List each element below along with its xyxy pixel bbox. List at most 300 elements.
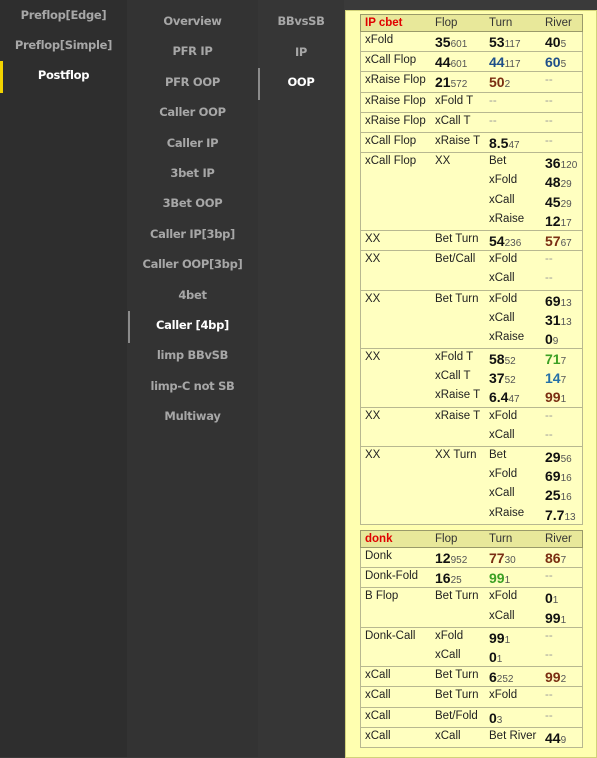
row-line <box>361 468 582 487</box>
nav-item[interactable]: Preflop[Edge] <box>20 8 107 22</box>
stat-value <box>545 468 572 484</box>
stat-value <box>545 449 572 465</box>
stat-value <box>545 410 553 422</box>
stat-value <box>489 570 510 586</box>
donk-table <box>360 530 583 748</box>
row-label: xFold <box>489 253 518 266</box>
sample-size: 1 <box>504 575 511 587</box>
nav-item[interactable]: 3bet IP <box>170 166 215 180</box>
column-header: Flop <box>435 533 458 545</box>
stat-value <box>545 689 553 701</box>
sample-size: 2 <box>560 674 567 686</box>
sample-size: 52 <box>504 375 516 387</box>
stat-percent: 29 <box>545 449 561 466</box>
empty-value: -- <box>545 428 553 441</box>
row-label: xCall Flop <box>365 54 417 67</box>
row-label: xRaise <box>489 212 525 225</box>
stat-value <box>545 730 566 746</box>
row-line <box>361 331 582 350</box>
stat-percent: 6.4 <box>489 389 509 406</box>
column-header: Turn <box>489 533 513 545</box>
row-label: XX <box>365 351 381 364</box>
row-line <box>361 253 582 272</box>
stat-percent: 77 <box>489 550 505 566</box>
row-label: xRaise Flop <box>365 94 426 107</box>
row-line <box>361 54 582 73</box>
sample-size: 1 <box>560 614 567 626</box>
empty-value: -- <box>545 709 553 722</box>
sample-size: 7 <box>560 375 567 387</box>
row-line <box>361 590 582 609</box>
sample-size: 9 <box>552 335 559 347</box>
stat-percent: 69 <box>545 292 561 309</box>
sample-size: 120 <box>560 160 578 172</box>
sample-size: 29 <box>560 198 572 210</box>
stat-percent: 86 <box>545 550 561 566</box>
row-label: Bet <box>489 155 507 168</box>
row-label: XX <box>365 232 381 245</box>
stat-value <box>545 669 566 685</box>
stat-value <box>435 550 467 566</box>
nav-item[interactable]: limp BBvSB <box>156 348 229 363</box>
stat-value <box>435 570 462 586</box>
stat-value <box>489 74 510 90</box>
stat-value <box>435 74 467 90</box>
stat-value <box>489 233 521 249</box>
row-line <box>361 370 582 389</box>
sample-size: 7 <box>560 356 567 368</box>
table-row <box>360 588 583 627</box>
row-label: xRaise Flop <box>365 114 426 127</box>
stat-percent: 99 <box>545 609 561 626</box>
stat-percent: 0 <box>545 590 553 607</box>
row-label: xCall <box>365 689 391 702</box>
sample-size: 1 <box>552 595 559 607</box>
sample-size: 5 <box>560 39 567 50</box>
stat-value <box>489 389 520 405</box>
table-row <box>360 291 583 350</box>
stat-value <box>489 370 516 386</box>
row-label: xCall <box>365 669 391 682</box>
table-row <box>360 408 583 447</box>
empty-value: -- <box>489 94 497 107</box>
row-label: XX <box>365 449 381 462</box>
stat-value <box>489 135 520 151</box>
stat-percent: 69 <box>545 468 561 485</box>
row-line <box>361 570 582 589</box>
nav-item[interactable]: Overview <box>163 14 222 28</box>
table-row <box>360 447 583 525</box>
row-label: XX <box>365 292 381 305</box>
table-row <box>360 251 583 290</box>
row-label: xCall <box>365 729 391 742</box>
row-label: xCall <box>435 648 461 661</box>
row-label: Donk-Call <box>365 629 416 642</box>
stat-percent: 35 <box>435 34 451 50</box>
column-header: River <box>545 533 572 545</box>
row-line <box>361 689 582 708</box>
row-label: XX Turn <box>435 449 477 462</box>
stat-percent: 60 <box>545 54 561 71</box>
sample-size: 601 <box>450 39 468 50</box>
row-label: XX <box>365 253 381 266</box>
stat-percent: 6 <box>489 669 497 686</box>
row-line <box>361 194 582 213</box>
stat-percent: 12 <box>545 212 561 229</box>
table-row <box>360 153 583 231</box>
stat-percent: 44 <box>489 54 505 71</box>
nav-item[interactable]: BBvsSB <box>277 14 325 28</box>
row-label: Bet/Fold <box>435 709 478 722</box>
stat-percent: 21 <box>435 74 451 91</box>
row-label: xFold <box>435 629 464 642</box>
stat-value <box>545 115 553 127</box>
stat-percent: 54 <box>489 232 505 249</box>
nav-item[interactable]: Preflop[Simple] <box>14 38 113 52</box>
stat-value <box>489 34 521 50</box>
row-line <box>361 710 582 729</box>
row-label: xCall Flop <box>365 155 417 168</box>
stat-value <box>489 115 497 127</box>
nav-item[interactable]: Postflop <box>37 68 90 82</box>
nav-item[interactable]: 4bet <box>178 287 207 302</box>
row-line <box>361 507 582 526</box>
nav-item[interactable]: Multiway <box>164 409 221 424</box>
row-label: xFold <box>489 174 518 187</box>
row-line <box>361 630 582 649</box>
row-line <box>361 649 582 668</box>
stat-value <box>545 253 553 265</box>
stat-percent: 99 <box>489 570 505 587</box>
stat-percent: 25 <box>545 487 561 504</box>
row-label: xCall <box>489 272 515 285</box>
sample-size: 47 <box>508 394 520 406</box>
sample-size: 572 <box>450 79 468 91</box>
stat-value <box>545 135 553 147</box>
row-label: xCall <box>489 311 515 324</box>
table-row <box>360 548 583 568</box>
nav-item[interactable]: Caller OOP <box>159 105 226 120</box>
row-label: xFold <box>365 34 394 46</box>
row-line <box>361 449 582 468</box>
stat-value <box>435 34 467 50</box>
row-label: xRaise <box>489 506 525 519</box>
table-row <box>360 93 583 113</box>
column-header: River <box>545 17 572 29</box>
row-label: xFold <box>489 292 518 305</box>
table-row <box>360 568 583 588</box>
table-title: IP cbet <box>365 17 403 29</box>
row-line <box>361 389 582 408</box>
stat-value <box>545 710 553 722</box>
sample-size: 3 <box>496 714 503 726</box>
empty-value: -- <box>489 114 497 127</box>
stat-percent: 31 <box>545 311 561 328</box>
row-label: xCall Flop <box>365 134 417 147</box>
table-row <box>360 133 583 153</box>
row-line <box>361 410 582 429</box>
nav-item[interactable]: OOP <box>287 75 315 89</box>
secondary-nav <box>127 0 258 757</box>
row-line <box>361 669 582 688</box>
stat-percent: 44 <box>545 729 561 746</box>
row-label: Bet River <box>489 729 537 742</box>
stat-percent: 0 <box>489 709 497 726</box>
sample-size: 7 <box>560 555 567 566</box>
stat-percent: 8.5 <box>489 134 509 151</box>
table-row <box>360 628 583 667</box>
stat-percent: 16 <box>435 570 451 587</box>
row-label: xFold T <box>435 351 474 364</box>
row-line <box>361 610 582 629</box>
stat-value <box>545 155 577 171</box>
row-label: xCall <box>489 609 515 622</box>
stat-percent: 48 <box>545 174 561 191</box>
table-header <box>360 530 583 548</box>
empty-value: -- <box>545 689 553 702</box>
sample-size: 67 <box>560 237 572 249</box>
stat-percent: 36 <box>545 155 561 172</box>
row-label: xCall <box>489 193 515 206</box>
row-line <box>361 233 582 252</box>
row-line <box>361 272 582 291</box>
stat-value <box>489 669 513 685</box>
stat-percent: 12 <box>435 550 451 566</box>
row-label: B Flop <box>365 590 399 603</box>
stat-value <box>545 429 553 441</box>
row-label: xRaise T <box>435 409 481 422</box>
stat-value <box>545 507 576 523</box>
empty-value: -- <box>545 74 553 87</box>
row-line <box>361 351 582 370</box>
stat-percent: 99 <box>545 669 561 686</box>
row-label: XX <box>435 155 451 168</box>
empty-value: -- <box>545 409 553 422</box>
sample-size: 952 <box>450 555 468 566</box>
table-header <box>360 14 583 32</box>
row-line <box>361 487 582 506</box>
stat-value <box>545 550 566 566</box>
empty-value: -- <box>545 253 553 266</box>
stat-percent: 0 <box>545 330 553 347</box>
row-line <box>361 312 582 331</box>
sample-size: 52 <box>504 356 516 368</box>
stat-value <box>545 54 566 70</box>
row-line <box>361 115 582 134</box>
stat-percent: 0 <box>489 648 497 665</box>
row-label: Bet Turn <box>435 590 479 603</box>
sample-size: 117 <box>504 59 521 71</box>
nav-item[interactable]: limp-C not SB <box>150 378 235 393</box>
sample-size: 1 <box>496 653 503 665</box>
stat-value <box>545 610 566 626</box>
empty-value: -- <box>545 570 553 583</box>
sample-size: 252 <box>496 674 514 686</box>
table-row <box>360 349 583 408</box>
row-line <box>361 174 582 193</box>
sample-size: 13 <box>560 297 572 309</box>
nav-item[interactable]: IP <box>294 44 308 59</box>
stat-value <box>489 54 521 70</box>
active-indicator <box>258 68 260 100</box>
stat-value <box>545 331 558 347</box>
stat-value <box>545 95 553 107</box>
row-label: xCall <box>489 428 515 441</box>
sample-size: 17 <box>560 217 572 229</box>
sample-size: 601 <box>450 59 468 71</box>
row-label: xRaise <box>489 330 525 343</box>
row-label: Bet <box>489 449 507 462</box>
stat-value <box>545 272 553 284</box>
stat-value <box>545 34 566 50</box>
stat-percent: 44 <box>435 54 451 71</box>
row-label: xFold <box>489 689 518 702</box>
row-label: xFold <box>489 468 518 481</box>
row-line <box>361 74 582 93</box>
row-label: xRaise Flop <box>365 74 426 87</box>
stat-percent: 99 <box>489 629 505 646</box>
stat-value <box>489 550 516 566</box>
stat-percent: 14 <box>545 370 561 387</box>
stat-value <box>545 194 572 210</box>
active-indicator <box>0 61 3 93</box>
row-label: xRaise T <box>435 134 481 147</box>
stat-value <box>489 649 502 665</box>
table-row <box>360 728 583 748</box>
stat-percent: 40 <box>545 34 561 50</box>
row-label: xCall <box>435 729 461 742</box>
tertiary-nav <box>258 0 344 757</box>
stat-value <box>545 590 558 606</box>
stat-percent: 7.7 <box>545 506 565 523</box>
table-row <box>360 113 583 133</box>
stat-value <box>435 54 467 70</box>
empty-value: -- <box>545 114 553 127</box>
nav-item[interactable]: Caller OOP[3bp] <box>142 257 243 272</box>
empty-value: -- <box>545 272 553 285</box>
stat-value <box>545 649 553 661</box>
empty-value: -- <box>545 629 553 642</box>
stat-value <box>545 570 553 582</box>
row-line <box>361 213 582 232</box>
stat-value <box>545 293 572 309</box>
sample-size: 1 <box>560 394 567 406</box>
table-row <box>360 667 583 687</box>
row-label: xRaise T <box>435 389 481 402</box>
nav-item[interactable]: Caller [4bp] <box>156 318 229 332</box>
row-line <box>361 429 582 448</box>
stat-percent: 53 <box>489 34 505 50</box>
row-label: Bet Turn <box>435 669 479 682</box>
stat-percent: 57 <box>545 232 561 249</box>
stat-value <box>489 95 497 107</box>
nav-item[interactable]: Caller IP[3bp] <box>149 226 236 241</box>
stat-value <box>489 710 502 726</box>
empty-value: -- <box>545 648 553 661</box>
row-label: xCall T <box>435 114 471 127</box>
stat-value <box>545 370 566 386</box>
stat-value <box>545 630 553 642</box>
sample-size: 117 <box>504 39 521 50</box>
stat-value <box>545 174 572 190</box>
table-row <box>360 32 583 52</box>
column-header: Flop <box>435 17 458 29</box>
row-label: Bet Turn <box>435 292 479 305</box>
sample-size: 2 <box>504 79 511 91</box>
sample-size: 16 <box>560 473 572 485</box>
stat-percent: 71 <box>545 351 561 368</box>
sample-size: 25 <box>450 575 462 587</box>
stat-percent: 45 <box>545 193 561 210</box>
stat-value <box>545 312 572 328</box>
column-header: Turn <box>489 17 513 29</box>
sample-size: 9 <box>560 734 567 746</box>
nav-item[interactable]: PFR IP <box>172 44 213 59</box>
sample-size: 5 <box>560 59 567 71</box>
nav-item[interactable]: Caller IP <box>166 135 219 150</box>
stat-value <box>545 487 572 503</box>
row-label: xCall <box>365 709 391 722</box>
active-indicator <box>128 311 130 343</box>
table-row <box>360 52 583 72</box>
sample-size: 1 <box>504 634 511 646</box>
sample-size: 236 <box>504 237 522 249</box>
row-line <box>361 95 582 114</box>
row-label: XX <box>365 409 381 422</box>
table-row <box>360 231 583 251</box>
stat-percent: 99 <box>545 389 561 406</box>
ip-cbet-table <box>360 14 583 525</box>
row-line <box>361 730 582 749</box>
row-label: Bet/Call <box>435 253 476 266</box>
stat-value <box>545 389 566 405</box>
primary-nav <box>0 0 127 757</box>
stat-percent: 37 <box>489 370 505 387</box>
sample-size: 16 <box>560 492 572 504</box>
row-label: xCall T <box>435 370 471 383</box>
sample-size: 29 <box>560 179 572 191</box>
stat-value <box>489 630 510 646</box>
row-label: xFold <box>489 590 518 603</box>
stat-value <box>545 351 566 367</box>
sample-size: 13 <box>560 316 572 328</box>
stat-value <box>545 213 572 229</box>
nav-item[interactable]: PFR OOP <box>164 74 221 89</box>
stat-value <box>489 351 516 367</box>
row-label: xCall <box>489 487 515 500</box>
row-line <box>361 34 582 53</box>
stat-value <box>545 74 553 86</box>
row-label: Bet Turn <box>435 232 479 245</box>
row-label: Donk <box>365 550 392 562</box>
row-line <box>361 155 582 174</box>
row-line <box>361 135 582 154</box>
sample-size: 30 <box>504 555 516 566</box>
sample-size: 56 <box>560 454 572 466</box>
stat-percent: 58 <box>489 351 505 368</box>
stat-percent: 50 <box>489 74 505 91</box>
nav-item[interactable]: 3Bet OOP <box>162 196 223 211</box>
row-label: xFold <box>489 409 518 422</box>
table-row <box>360 72 583 92</box>
row-label: Donk-Fold <box>365 570 419 583</box>
row-label: Bet Turn <box>435 689 479 702</box>
stat-value <box>545 233 572 249</box>
sample-size: 13 <box>564 511 576 523</box>
empty-value: -- <box>545 134 553 147</box>
row-label: xFold T <box>435 94 474 107</box>
empty-value: -- <box>545 94 553 107</box>
